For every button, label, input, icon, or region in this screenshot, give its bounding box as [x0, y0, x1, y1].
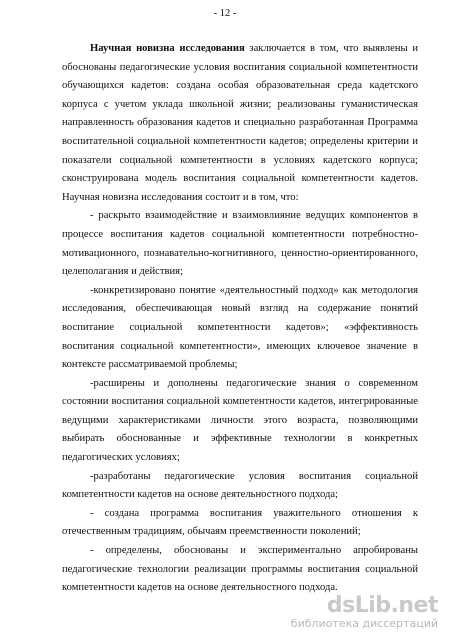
novelty-text: заключается в том, что выявлены и обоснованы педагогические условия воспитания социальной компетентности обучающихся кадетов: создана особая образовательная среда кадетского корпуса с учетом уклада школьной жизни; реализованы гуманистическая направленность образования кадетов и специально разработанная Программа воспитательной социальной компетентности кадетов; определены критерии и показатели социальной компетентности в условиях кадетского корпуса; сконструирована модель воспитания социальной компетентности кадетов. Научная новизна исследования состоит и в том, что: — [62, 43, 419, 203]
novelty-heading: Научная новизна исследования — [90, 43, 245, 54]
dslib-watermark — [290, 593, 442, 633]
novelty-item: - создана программа воспитания уважительного отношения к отечественным традициям, обычаям преемственности поколений; — [62, 507, 418, 538]
novelty-paragraph — [62, 40, 418, 207]
dslib-logo: dsLib.net — [326, 593, 438, 618]
novelty-item: -конкретизировано понятие «деятельностный подход» как методология исследования, обеспечивающая новый взгляд на содержание понятий воспитание социальной компетентности кадетов»; «эффективность воспитания социальной компетентности», имеющих ключевое значение в контексте рассматриваемой проблемы; — [62, 284, 418, 371]
page-number: - 12 - — [213, 8, 237, 19]
document-body — [62, 40, 418, 598]
novelty-item: - определены, обоснованы и экспериментально апробированы педагогические технологии реализации программы воспитания социальной компетентности кадетов на основе деятельностного подхода. — [62, 545, 418, 594]
novelty-item: -разработаны педагогические условия воспитания социальной компетентности кадетов на основе деятельностного подхода; — [62, 470, 418, 501]
novelty-item: - раскрыто взаимодействие и взаимовлияние ведущих компонентов в процессе воспитания кадетов социальной компетентности потребностно-мотивационного, познавательно-когнитивного, ценностно-ориентированного, целеполагания и действия; — [62, 210, 418, 278]
dslib-tagline: библиотека диссертаций — [290, 617, 438, 630]
novelty-item: -расширены и дополнены педагогические знания о современном состоянии воспитания социальной компетентности кадетов, интегрированные ведущими характеристиками личности этого возраста, позволяющими выбирать обоснованные и эффективные технологии в конкретных педагогических условиях; — [62, 377, 418, 464]
